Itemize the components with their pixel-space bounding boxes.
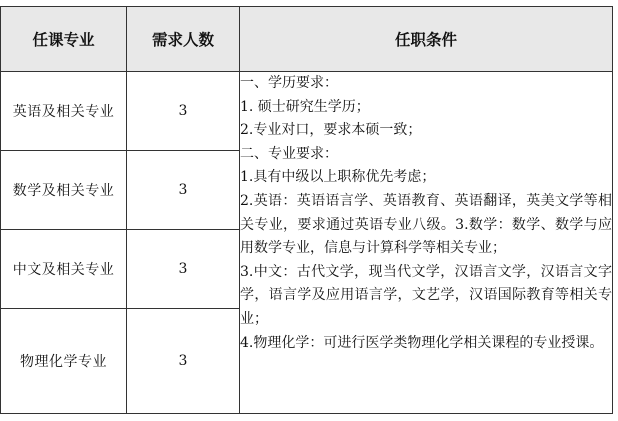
conditions-cell [240, 72, 613, 414]
condition-line: 2.专业对口，要求本硕一致； [240, 122, 422, 139]
condition-line: 4.物理化学：可进行医学类物理化学相关课程的专业授课。 [240, 334, 604, 351]
job-requirements-table [0, 6, 613, 414]
condition-line: 3.中文：古代文学，现当代文学，汉语言文学，汉语言文字学，语言学及应用语言学，文艺学，汉语国际教育等相关专业； [240, 263, 612, 327]
condition-line: 一、学历要求： [240, 75, 338, 91]
header-conditions: 任职条件 [240, 7, 613, 72]
count-cell: 3 [127, 151, 240, 230]
header-count: 需求人数 [127, 7, 240, 72]
major-cell: 英语及相关专业 [1, 72, 127, 151]
count-cell: 3 [127, 230, 240, 309]
header-row [1, 7, 613, 72]
count-cell: 3 [127, 72, 240, 151]
header-major: 任课专业 [1, 7, 127, 72]
major-cell: 数学及相关专业 [1, 151, 127, 230]
major-cell: 物理化学专业 [1, 309, 127, 414]
condition-line: 2.英语：英语语言学、英语教育、英语翻译，英美文学等相关专业，要求通过英语专业八级。3.数学：数学、数学与应用数学专业，信息与计算科学等相关专业； [240, 192, 612, 257]
table-row [1, 72, 613, 151]
count-cell: 3 [127, 309, 240, 414]
condition-line: 1.具有中级以上职称优先考虑； [240, 169, 436, 186]
condition-line: 1. 硕士研究生学历； [240, 98, 370, 115]
condition-line: 二、专业要求： [240, 145, 338, 162]
major-cell: 中文及相关专业 [1, 230, 127, 309]
